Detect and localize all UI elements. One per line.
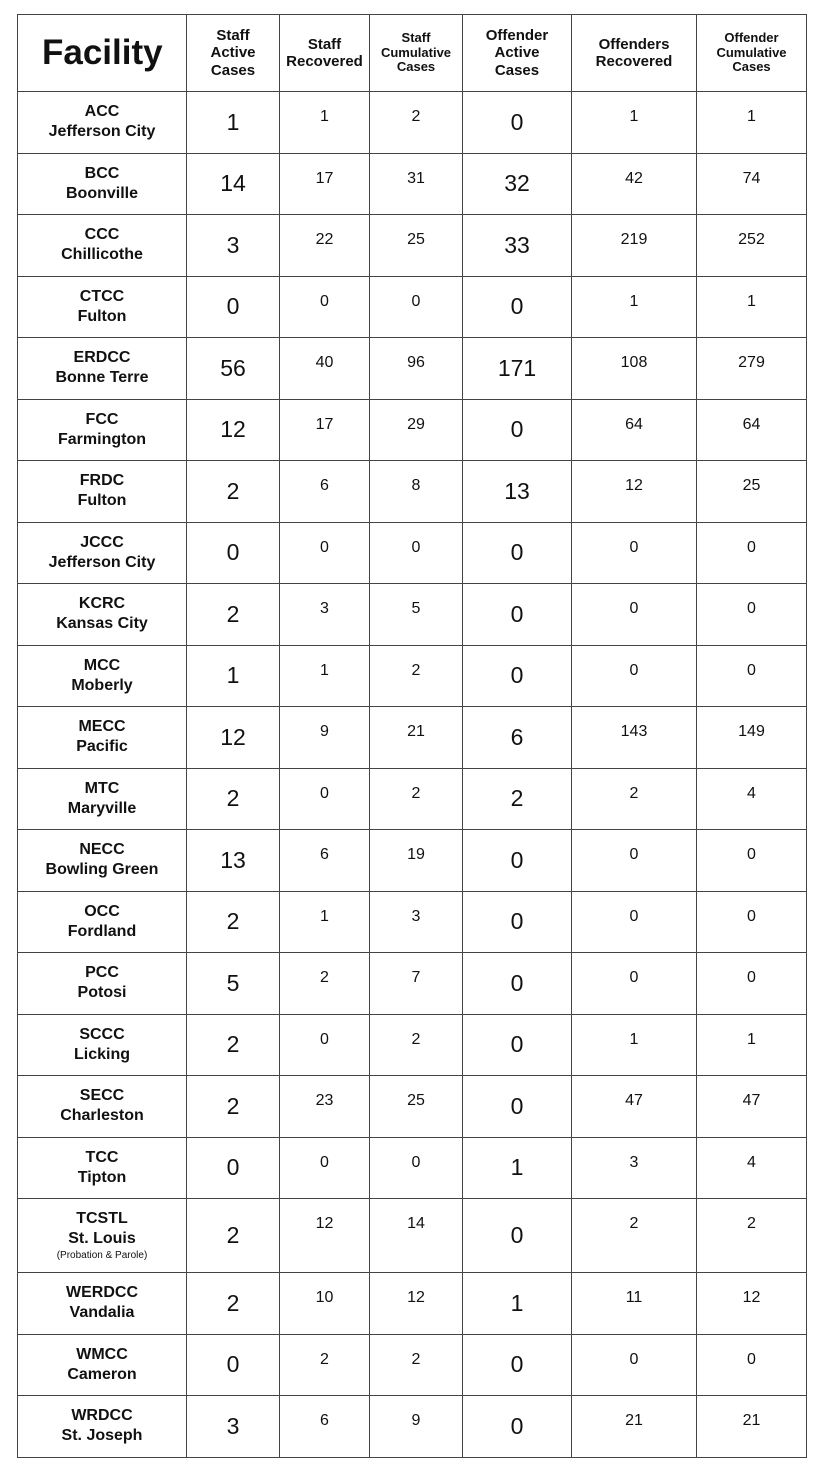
staff-recovered-cell: 3: [280, 584, 370, 646]
facility-city: Jefferson City: [48, 553, 156, 571]
staff-recovered-cell: 1: [280, 891, 370, 953]
staff-recovered-cell: 0: [280, 768, 370, 830]
staff-cumulative-cases-cell: 0: [370, 1137, 463, 1199]
staff-active-cases-cell: 0: [187, 522, 280, 584]
staff-active-cases-cell: 2: [187, 1273, 280, 1335]
staff-recovered-cell: 2: [280, 953, 370, 1015]
staff-recovered-cell: 22: [280, 215, 370, 277]
facility-code: CTCC: [79, 287, 125, 305]
offenders-recovered-cell: 3: [572, 1137, 697, 1199]
staff-recovered-cell: 10: [280, 1273, 370, 1335]
facility-code: JCCC: [80, 533, 124, 551]
staff-active-cases-cell: 3: [187, 215, 280, 277]
facility-city: Maryville: [67, 799, 137, 817]
facility-code: FCC: [85, 410, 119, 428]
facility-code: OCC: [84, 902, 120, 920]
offender-cumulative-cases-cell: 25: [697, 461, 807, 523]
table-row: [18, 1137, 807, 1199]
staff-active-cases-cell: 12: [187, 707, 280, 769]
facility-cell: [18, 953, 187, 1015]
offender-cumulative-cases-cell: 279: [697, 338, 807, 400]
offender-cumulative-cases-cell: 0: [697, 891, 807, 953]
staff-active-cases-cell: 2: [187, 1014, 280, 1076]
table-row: [18, 891, 807, 953]
offenders-recovered-cell: 0: [572, 645, 697, 707]
table-row: [18, 645, 807, 707]
offenders-recovered-cell: 21: [572, 1396, 697, 1458]
staff-cumulative-cases-cell: 2: [370, 645, 463, 707]
offender-cumulative-cases-cell: 0: [697, 522, 807, 584]
facility-code: WMCC: [76, 1345, 128, 1363]
facility-cell: [18, 1334, 187, 1396]
offender-cumulative-cases-cell: 0: [697, 830, 807, 892]
facility-code: FRDC: [79, 472, 125, 490]
facility-cell: [18, 830, 187, 892]
offender-active-cases-cell: 171: [463, 338, 572, 400]
facility-cell: [18, 461, 187, 523]
facility-code: TCSTL: [76, 1210, 128, 1227]
offenders-recovered-cell: 2: [572, 768, 697, 830]
table-row: [18, 461, 807, 523]
offenders-recovered-cell: 0: [572, 1334, 697, 1396]
table-row: [18, 522, 807, 584]
offender-cumulative-cases-cell: 0: [697, 953, 807, 1015]
offenders-recovered-cell: 0: [572, 953, 697, 1015]
staff-active-cases-cell: 0: [187, 276, 280, 338]
offender-active-cases-cell: 0: [463, 522, 572, 584]
facility-cell: [18, 1273, 187, 1335]
staff-cumulative-cases-cell: 2: [370, 768, 463, 830]
table-row: [18, 768, 807, 830]
facility-cell: [18, 92, 187, 154]
facility-code: NECC: [79, 841, 125, 859]
staff-active-cases-cell: 0: [187, 1137, 280, 1199]
offenders-recovered-cell: 2: [572, 1199, 697, 1273]
offender-cumulative-cases-cell: 252: [697, 215, 807, 277]
header-offender-cumulative-cases: Offender Cumulative Cases: [697, 15, 807, 92]
facility-code: KCRC: [78, 595, 126, 613]
table-row: [18, 276, 807, 338]
offender-active-cases-cell: 0: [463, 1334, 572, 1396]
staff-cumulative-cases-cell: 3: [370, 891, 463, 953]
table-row: [18, 1273, 807, 1335]
staff-active-cases-cell: 3: [187, 1396, 280, 1458]
staff-cumulative-cases-cell: 21: [370, 707, 463, 769]
offenders-recovered-cell: 11: [572, 1273, 697, 1335]
staff-cumulative-cases-cell: 25: [370, 1076, 463, 1138]
table-row: [18, 215, 807, 277]
table-row: [18, 1396, 807, 1458]
facility-city: Charleston: [60, 1107, 144, 1125]
staff-active-cases-cell: 2: [187, 891, 280, 953]
offender-cumulative-cases-cell: 74: [697, 153, 807, 215]
facility-city: Fordland: [67, 922, 137, 940]
staff-recovered-cell: 1: [280, 645, 370, 707]
staff-active-cases-cell: 2: [187, 584, 280, 646]
staff-cumulative-cases-cell: 14: [370, 1199, 463, 1273]
offender-active-cases-cell: 0: [463, 1199, 572, 1273]
table-row: [18, 1199, 807, 1273]
table-body: [18, 92, 807, 1458]
staff-recovered-cell: 0: [280, 1014, 370, 1076]
staff-recovered-cell: 6: [280, 830, 370, 892]
offenders-recovered-cell: 143: [572, 707, 697, 769]
header-offenders-recovered: Offenders Recovered: [572, 15, 697, 92]
table-row: [18, 1334, 807, 1396]
header-staff-active-cases: Staff Active Cases: [187, 15, 280, 92]
staff-cumulative-cases-cell: 29: [370, 399, 463, 461]
facility-cell: [18, 707, 187, 769]
facility-cell: [18, 584, 187, 646]
staff-cumulative-cases-cell: 19: [370, 830, 463, 892]
offender-active-cases-cell: 0: [463, 399, 572, 461]
facility-city: Potosi: [77, 984, 127, 1002]
facility-city: St. Louis: [68, 1230, 136, 1247]
facility-cell: [18, 522, 187, 584]
offender-active-cases-cell: 0: [463, 1076, 572, 1138]
offenders-recovered-cell: 0: [572, 891, 697, 953]
covid-cases-table: [17, 14, 807, 1458]
facility-code: MECC: [78, 718, 126, 736]
facility-cell: [18, 1396, 187, 1458]
facility-cell: [18, 891, 187, 953]
facility-city: Moberly: [71, 676, 133, 694]
staff-cumulative-cases-cell: 2: [370, 92, 463, 154]
staff-recovered-cell: 0: [280, 522, 370, 584]
staff-recovered-cell: 9: [280, 707, 370, 769]
facility-code: BCC: [84, 164, 120, 182]
staff-recovered-cell: 0: [280, 1137, 370, 1199]
facility-city: Vandalia: [69, 1304, 135, 1322]
offender-active-cases-cell: 32: [463, 153, 572, 215]
staff-recovered-cell: 6: [280, 1396, 370, 1458]
table-row: [18, 953, 807, 1015]
table-row: [18, 1076, 807, 1138]
offender-cumulative-cases-cell: 64: [697, 399, 807, 461]
staff-cumulative-cases-cell: 31: [370, 153, 463, 215]
facility-city: Fulton: [77, 307, 127, 325]
facility-code: SCCC: [79, 1025, 125, 1043]
facility-city: Jefferson City: [48, 123, 156, 141]
facility-city: Boonville: [65, 184, 138, 202]
staff-recovered-cell: 2: [280, 1334, 370, 1396]
facility-city: Bonne Terre: [55, 369, 149, 387]
offender-cumulative-cases-cell: 4: [697, 768, 807, 830]
staff-cumulative-cases-cell: 8: [370, 461, 463, 523]
facility-city: Licking: [73, 1045, 130, 1063]
facility-cell: [18, 276, 187, 338]
staff-cumulative-cases-cell: 2: [370, 1014, 463, 1076]
facility-code: MTC: [84, 779, 120, 797]
facility-city: Pacific: [76, 738, 128, 756]
facility-city: Bowling Green: [45, 861, 159, 879]
staff-cumulative-cases-cell: 0: [370, 522, 463, 584]
staff-recovered-cell: 17: [280, 399, 370, 461]
staff-active-cases-cell: 0: [187, 1334, 280, 1396]
facility-city: Chillicothe: [61, 246, 143, 264]
header-facility: Facility: [18, 15, 187, 92]
offender-active-cases-cell: 6: [463, 707, 572, 769]
facility-code: PCC: [85, 964, 119, 982]
facility-cell: [18, 768, 187, 830]
staff-active-cases-cell: 12: [187, 399, 280, 461]
offender-cumulative-cases-cell: 1: [697, 276, 807, 338]
facility-code: WERDCC: [66, 1284, 138, 1302]
facility-cell: [18, 153, 187, 215]
offender-active-cases-cell: 13: [463, 461, 572, 523]
facility-cell: [18, 399, 187, 461]
facility-city: Farmington: [58, 430, 146, 448]
offender-active-cases-cell: 0: [463, 584, 572, 646]
table-row: [18, 584, 807, 646]
staff-cumulative-cases-cell: 9: [370, 1396, 463, 1458]
offenders-recovered-cell: 64: [572, 399, 697, 461]
staff-active-cases-cell: 1: [187, 92, 280, 154]
offender-cumulative-cases-cell: 0: [697, 584, 807, 646]
offender-active-cases-cell: 0: [463, 276, 572, 338]
staff-recovered-cell: 17: [280, 153, 370, 215]
staff-active-cases-cell: 2: [187, 1199, 280, 1273]
offender-active-cases-cell: 0: [463, 92, 572, 154]
offenders-recovered-cell: 0: [572, 522, 697, 584]
table-row: [18, 1014, 807, 1076]
offenders-recovered-cell: 47: [572, 1076, 697, 1138]
facility-code: MCC: [83, 656, 121, 674]
facility-code: WRDCC: [71, 1407, 133, 1425]
offenders-recovered-cell: 1: [572, 1014, 697, 1076]
offenders-recovered-cell: 0: [572, 584, 697, 646]
table-row: [18, 830, 807, 892]
staff-active-cases-cell: 1: [187, 645, 280, 707]
offenders-recovered-cell: 42: [572, 153, 697, 215]
header-offender-active-cases: Offender Active Cases: [463, 15, 572, 92]
table-row: [18, 399, 807, 461]
offenders-recovered-cell: 1: [572, 92, 697, 154]
staff-active-cases-cell: 5: [187, 953, 280, 1015]
facility-code: SECC: [79, 1087, 125, 1105]
staff-recovered-cell: 6: [280, 461, 370, 523]
facility-cell: [18, 1014, 187, 1076]
header-staff-recovered: Staff Recovered: [280, 15, 370, 92]
offender-active-cases-cell: 33: [463, 215, 572, 277]
staff-active-cases-cell: 2: [187, 768, 280, 830]
facility-cell: [18, 1137, 187, 1199]
staff-cumulative-cases-cell: 12: [370, 1273, 463, 1335]
offender-active-cases-cell: 0: [463, 891, 572, 953]
offender-active-cases-cell: 1: [463, 1137, 572, 1199]
staff-cumulative-cases-cell: 0: [370, 276, 463, 338]
facility-cell: [18, 645, 187, 707]
facility-cell: [18, 215, 187, 277]
offenders-recovered-cell: 219: [572, 215, 697, 277]
staff-active-cases-cell: 14: [187, 153, 280, 215]
facility-city: St. Joseph: [61, 1427, 143, 1445]
facility-note: (Probation & Parole): [56, 1250, 148, 1261]
offender-active-cases-cell: 0: [463, 953, 572, 1015]
staff-recovered-cell: 40: [280, 338, 370, 400]
offender-cumulative-cases-cell: 4: [697, 1137, 807, 1199]
offender-cumulative-cases-cell: 1: [697, 1014, 807, 1076]
facility-city: Tipton: [77, 1168, 127, 1186]
staff-active-cases-cell: 56: [187, 338, 280, 400]
facility-city: Kansas City: [56, 615, 148, 633]
offenders-recovered-cell: 0: [572, 830, 697, 892]
staff-recovered-cell: 0: [280, 276, 370, 338]
offender-cumulative-cases-cell: 21: [697, 1396, 807, 1458]
offender-active-cases-cell: 0: [463, 1396, 572, 1458]
table-row: [18, 338, 807, 400]
facility-cell: [18, 338, 187, 400]
facility-city: Fulton: [77, 492, 127, 510]
offender-active-cases-cell: 0: [463, 645, 572, 707]
facility-cell: [18, 1076, 187, 1138]
table-row: [18, 92, 807, 154]
offender-cumulative-cases-cell: 12: [697, 1273, 807, 1335]
offender-cumulative-cases-cell: 2: [697, 1199, 807, 1273]
offender-active-cases-cell: 0: [463, 1014, 572, 1076]
staff-cumulative-cases-cell: 96: [370, 338, 463, 400]
table-row: [18, 153, 807, 215]
staff-recovered-cell: 1: [280, 92, 370, 154]
offender-active-cases-cell: 2: [463, 768, 572, 830]
staff-cumulative-cases-cell: 25: [370, 215, 463, 277]
header-row: [18, 15, 807, 92]
staff-recovered-cell: 12: [280, 1199, 370, 1273]
offender-active-cases-cell: 1: [463, 1273, 572, 1335]
offender-cumulative-cases-cell: 149: [697, 707, 807, 769]
staff-cumulative-cases-cell: 2: [370, 1334, 463, 1396]
staff-cumulative-cases-cell: 7: [370, 953, 463, 1015]
offender-cumulative-cases-cell: 0: [697, 645, 807, 707]
facility-code: ACC: [84, 103, 120, 121]
facility-cell: [18, 1199, 187, 1273]
offender-cumulative-cases-cell: 1: [697, 92, 807, 154]
facility-code: ERDCC: [73, 349, 131, 367]
staff-active-cases-cell: 13: [187, 830, 280, 892]
offender-active-cases-cell: 0: [463, 830, 572, 892]
header-staff-cumulative-cases: Staff Cumulative Cases: [370, 15, 463, 92]
offenders-recovered-cell: 12: [572, 461, 697, 523]
staff-active-cases-cell: 2: [187, 1076, 280, 1138]
facility-code: TCC: [85, 1148, 119, 1166]
offender-cumulative-cases-cell: 47: [697, 1076, 807, 1138]
offenders-recovered-cell: 1: [572, 276, 697, 338]
offenders-recovered-cell: 108: [572, 338, 697, 400]
table-row: [18, 707, 807, 769]
staff-cumulative-cases-cell: 5: [370, 584, 463, 646]
facility-code: CCC: [84, 226, 120, 244]
staff-recovered-cell: 23: [280, 1076, 370, 1138]
facility-city: Cameron: [67, 1365, 137, 1383]
offender-cumulative-cases-cell: 0: [697, 1334, 807, 1396]
staff-active-cases-cell: 2: [187, 461, 280, 523]
